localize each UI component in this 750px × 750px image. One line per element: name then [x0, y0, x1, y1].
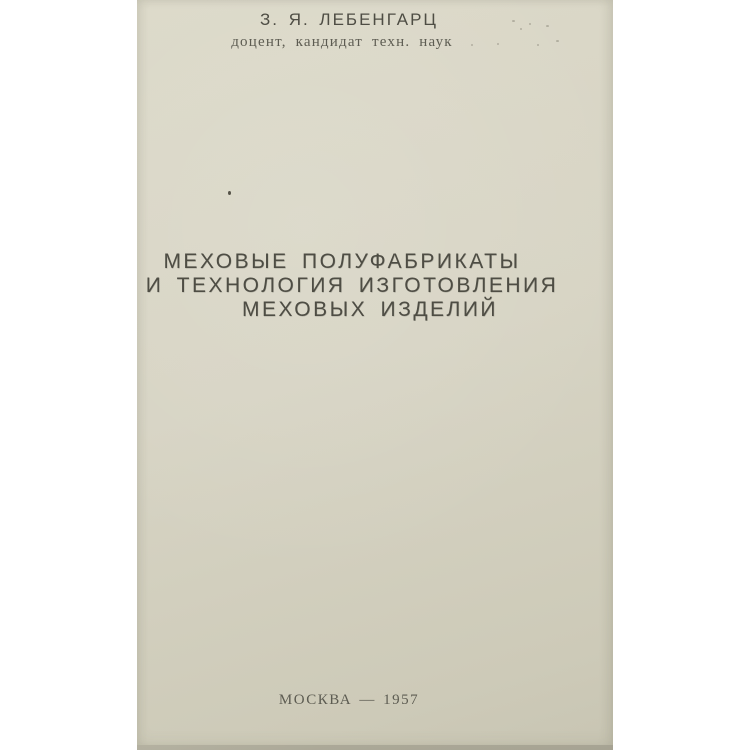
title-line-1: МЕХОВЫЕ ПОЛУФАБРИКАТЫ — [163, 250, 521, 273]
paper-speck — [520, 28, 522, 30]
imprint-line: МОСКВА — 1957 — [278, 692, 420, 708]
title-line-2: И ТЕХНОЛОГИЯ ИЗГОТОВЛЕНИЯ — [145, 274, 559, 297]
paper-speck — [497, 43, 499, 45]
paper-speck — [556, 40, 559, 42]
author-credentials: доцент, кандидат техн. наук — [231, 34, 453, 50]
paper-speck — [529, 23, 531, 25]
book-title-page — [137, 0, 613, 750]
author-name: З. Я. ЛЕБЕНГАРЦ — [259, 10, 439, 29]
title-line-3: МЕХОВЫХ ИЗДЕЛИЙ — [241, 298, 499, 321]
paper-speck — [228, 191, 231, 195]
page-bottom-edge — [137, 745, 613, 750]
book-title — [111, 250, 587, 322]
paper-speck — [537, 44, 539, 46]
paper-speck — [512, 20, 515, 22]
paper-speck — [471, 44, 473, 46]
paper-speck — [546, 25, 549, 27]
title-page-content — [111, 0, 587, 750]
